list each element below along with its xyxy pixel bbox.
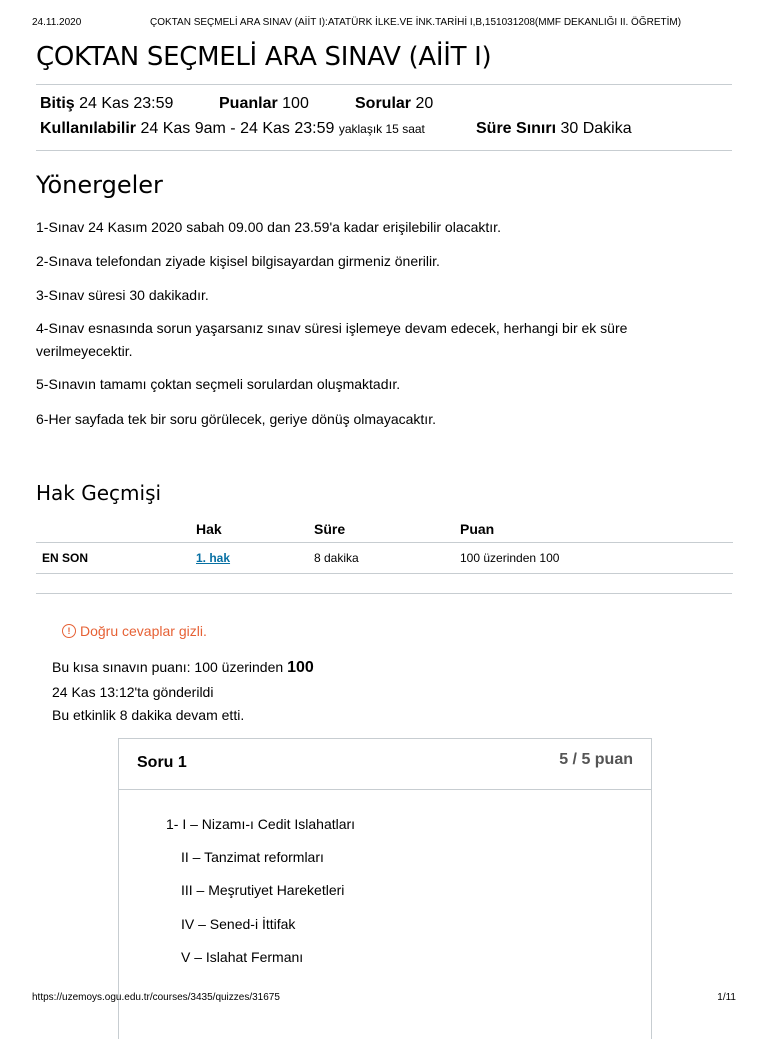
points-label: Puanlar — [219, 95, 278, 112]
question-title: Soru 1 — [137, 754, 187, 771]
score-value: 100 — [287, 659, 314, 676]
questions-label: Sorular — [355, 95, 412, 112]
warning-icon: ! — [62, 624, 76, 638]
time-limit-label: Süre Sınırı — [476, 120, 557, 137]
history-col-duration: Süre — [308, 516, 454, 543]
attempt-link[interactable]: 1. hak — [196, 551, 231, 565]
meta-available — [40, 120, 425, 138]
history-row-score: 100 üzerinden 100 — [454, 543, 733, 574]
divider — [36, 150, 732, 151]
instruction-item: 6-Her sayfada tek bir soru görülecek, geriye dönüş olmayacaktır. — [36, 411, 436, 427]
print-footer — [32, 992, 736, 1003]
instructions-heading: Yönergeler — [36, 171, 163, 199]
history-row-duration: 8 dakika — [308, 543, 454, 574]
meta-time-limit — [476, 120, 632, 138]
instruction-item: 1-Sınav 24 Kasım 2020 sabah 09.00 dan 23.59'a kadar erişilebilir olacaktır. — [36, 219, 501, 235]
question-points: 5 / 5 puan — [559, 751, 633, 768]
activity-duration: Bu etkinlik 8 dakika devam etti. — [52, 707, 245, 723]
print-title: ÇOKTAN SEÇMELİ ARA SINAV (AİİT I):ATATÜRK İLKE.VE İNK.TARİHİ I,B,151031208(MMF DEKANLIĞI II. ÖĞRETİM) — [150, 17, 682, 28]
divider — [36, 84, 732, 85]
history-row-label: EN SON — [36, 543, 190, 574]
question-line: 1- I – Nizamı-ı Cedit Islahatları — [166, 816, 356, 832]
available-note: yaklaşık 15 saat — [338, 122, 425, 136]
history-table — [36, 516, 733, 574]
score-summary — [52, 659, 314, 677]
question-header — [119, 739, 651, 790]
history-heading: Hak Geçmişi — [36, 481, 162, 505]
divider — [36, 593, 732, 594]
print-date: 24.11.2020 — [32, 17, 82, 28]
history-col-attempt: Hak — [190, 516, 308, 543]
available-value: 24 Kas 9am - 24 Kas 23:59 — [140, 120, 335, 137]
instruction-item: 2-Sınava telefondan ziyade kişisel bilgisayardan girmeniz önerilir. — [36, 253, 440, 269]
question-line: II – Tanzimat reformları — [181, 849, 324, 865]
submitted-at: 24 Kas 13:12'ta gönderildi — [52, 684, 214, 700]
history-col-score: Puan — [454, 516, 733, 543]
quiz-title: ÇOKTAN SEÇMELİ ARA SINAV (AİİT I) — [36, 42, 492, 72]
history-header-row — [36, 516, 733, 543]
answers-hidden-text: Doğru cevaplar gizli. — [80, 623, 207, 639]
answers-hidden-notice — [62, 623, 207, 639]
available-label: Kullanılabilir — [40, 120, 137, 137]
instruction-item: 4-Sınav esnasında sorun yaşarsanız sınav süresi işlemeye devam edecek, herhangi bir ek süre verilmeyecektir. — [36, 320, 628, 359]
due-label: Bitiş — [40, 95, 75, 112]
print-header — [32, 17, 736, 28]
question-line: V – Islahat Fermanı — [181, 949, 304, 965]
instruction-item: 3-Sınav süresi 30 dakikadır. — [36, 287, 209, 303]
time-limit-value: 30 Dakika — [560, 120, 632, 137]
meta-questions — [355, 95, 433, 113]
instruction-item: 5-Sınavın tamamı çoktan seçmeli sorulardan oluşmaktadır. — [36, 376, 401, 392]
table-row — [36, 543, 733, 574]
question-line: III – Meşrutiyet Hareketleri — [181, 882, 345, 898]
meta-points — [219, 95, 309, 113]
questions-value: 20 — [415, 95, 434, 112]
meta-due — [40, 95, 173, 113]
history-col-blank — [36, 516, 190, 543]
question-line: IV – Sened-i İttifak — [181, 916, 296, 932]
print-page-number: 1/11 — [717, 992, 736, 1003]
score-prefix: Bu kısa sınavın puanı: 100 üzerinden — [52, 659, 284, 675]
points-value: 100 — [282, 95, 309, 112]
print-url: https://uzemoys.ogu.edu.tr/courses/3435/quizzes/31675 — [32, 992, 280, 1003]
due-value: 24 Kas 23:59 — [79, 95, 174, 112]
